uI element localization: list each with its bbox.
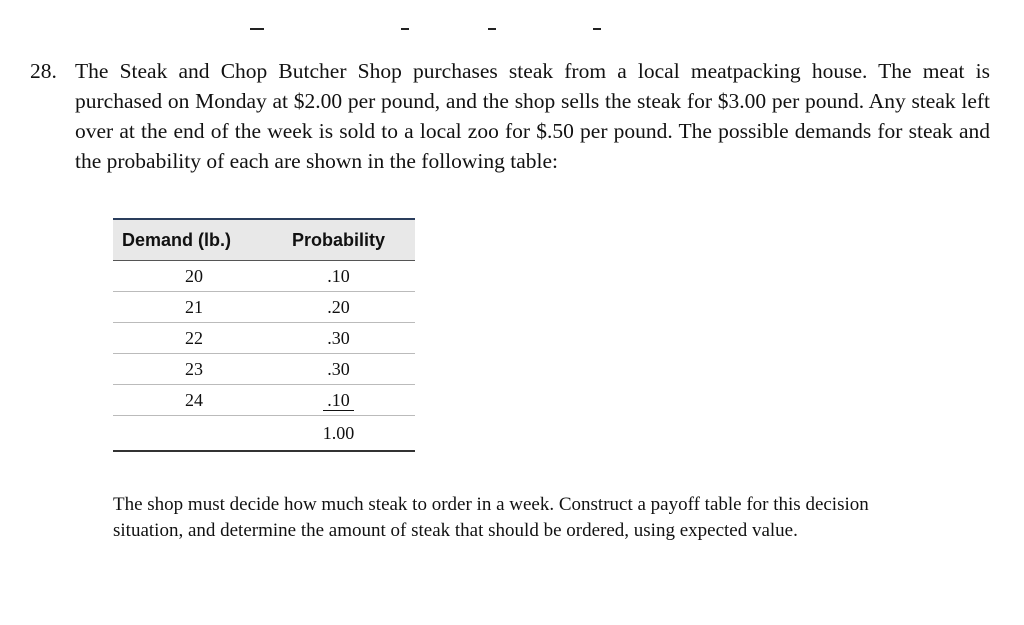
problem-number: 28. (30, 59, 57, 83)
table-header-row (113, 219, 415, 261)
demand-cell: 22 (113, 323, 262, 354)
cropped-previous-text-marks (0, 22, 1024, 34)
demand-cell: 23 (113, 354, 262, 385)
problem-statement (30, 56, 990, 176)
table-row (113, 385, 415, 416)
last-probability-underlined: .10 (323, 390, 354, 411)
problem-text: The Steak and Chop Butcher Shop purchases steak from a local meatpacking house. The meat is purchased on Monday at $2.00 per pound, and the shop sells the steak for $3.00 per pound. Any steak left over at the end of the week is sold to a local zoo for $.50 per pound. The possible demands for steak and the probability of each are shown in the following table: (75, 59, 990, 173)
table-row (113, 323, 415, 354)
total-label-empty (113, 416, 262, 452)
demand-probability-table (113, 218, 415, 452)
table-row (113, 354, 415, 385)
demand-cell: 24 (113, 385, 262, 416)
probability-cell: .30 (262, 354, 415, 385)
probability-cell: .10 (262, 261, 415, 292)
instruction-text: The shop must decide how much steak to order in a week. Construct a payoff table for this decision situation, and determine the amount of steak that should be ordered, using expected value. (113, 494, 869, 541)
probability-total: 1.00 (262, 416, 415, 452)
probability-cell: .30 (262, 323, 415, 354)
table-total-row (113, 416, 415, 452)
table-row (113, 261, 415, 292)
table-row (113, 292, 415, 323)
demand-cell: 20 (113, 261, 262, 292)
header-probability: Probability (262, 219, 415, 261)
probability-cell: .20 (262, 292, 415, 323)
header-demand: Demand (lb.) (113, 219, 262, 261)
demand-cell: 21 (113, 292, 262, 323)
probability-cell (262, 385, 415, 416)
